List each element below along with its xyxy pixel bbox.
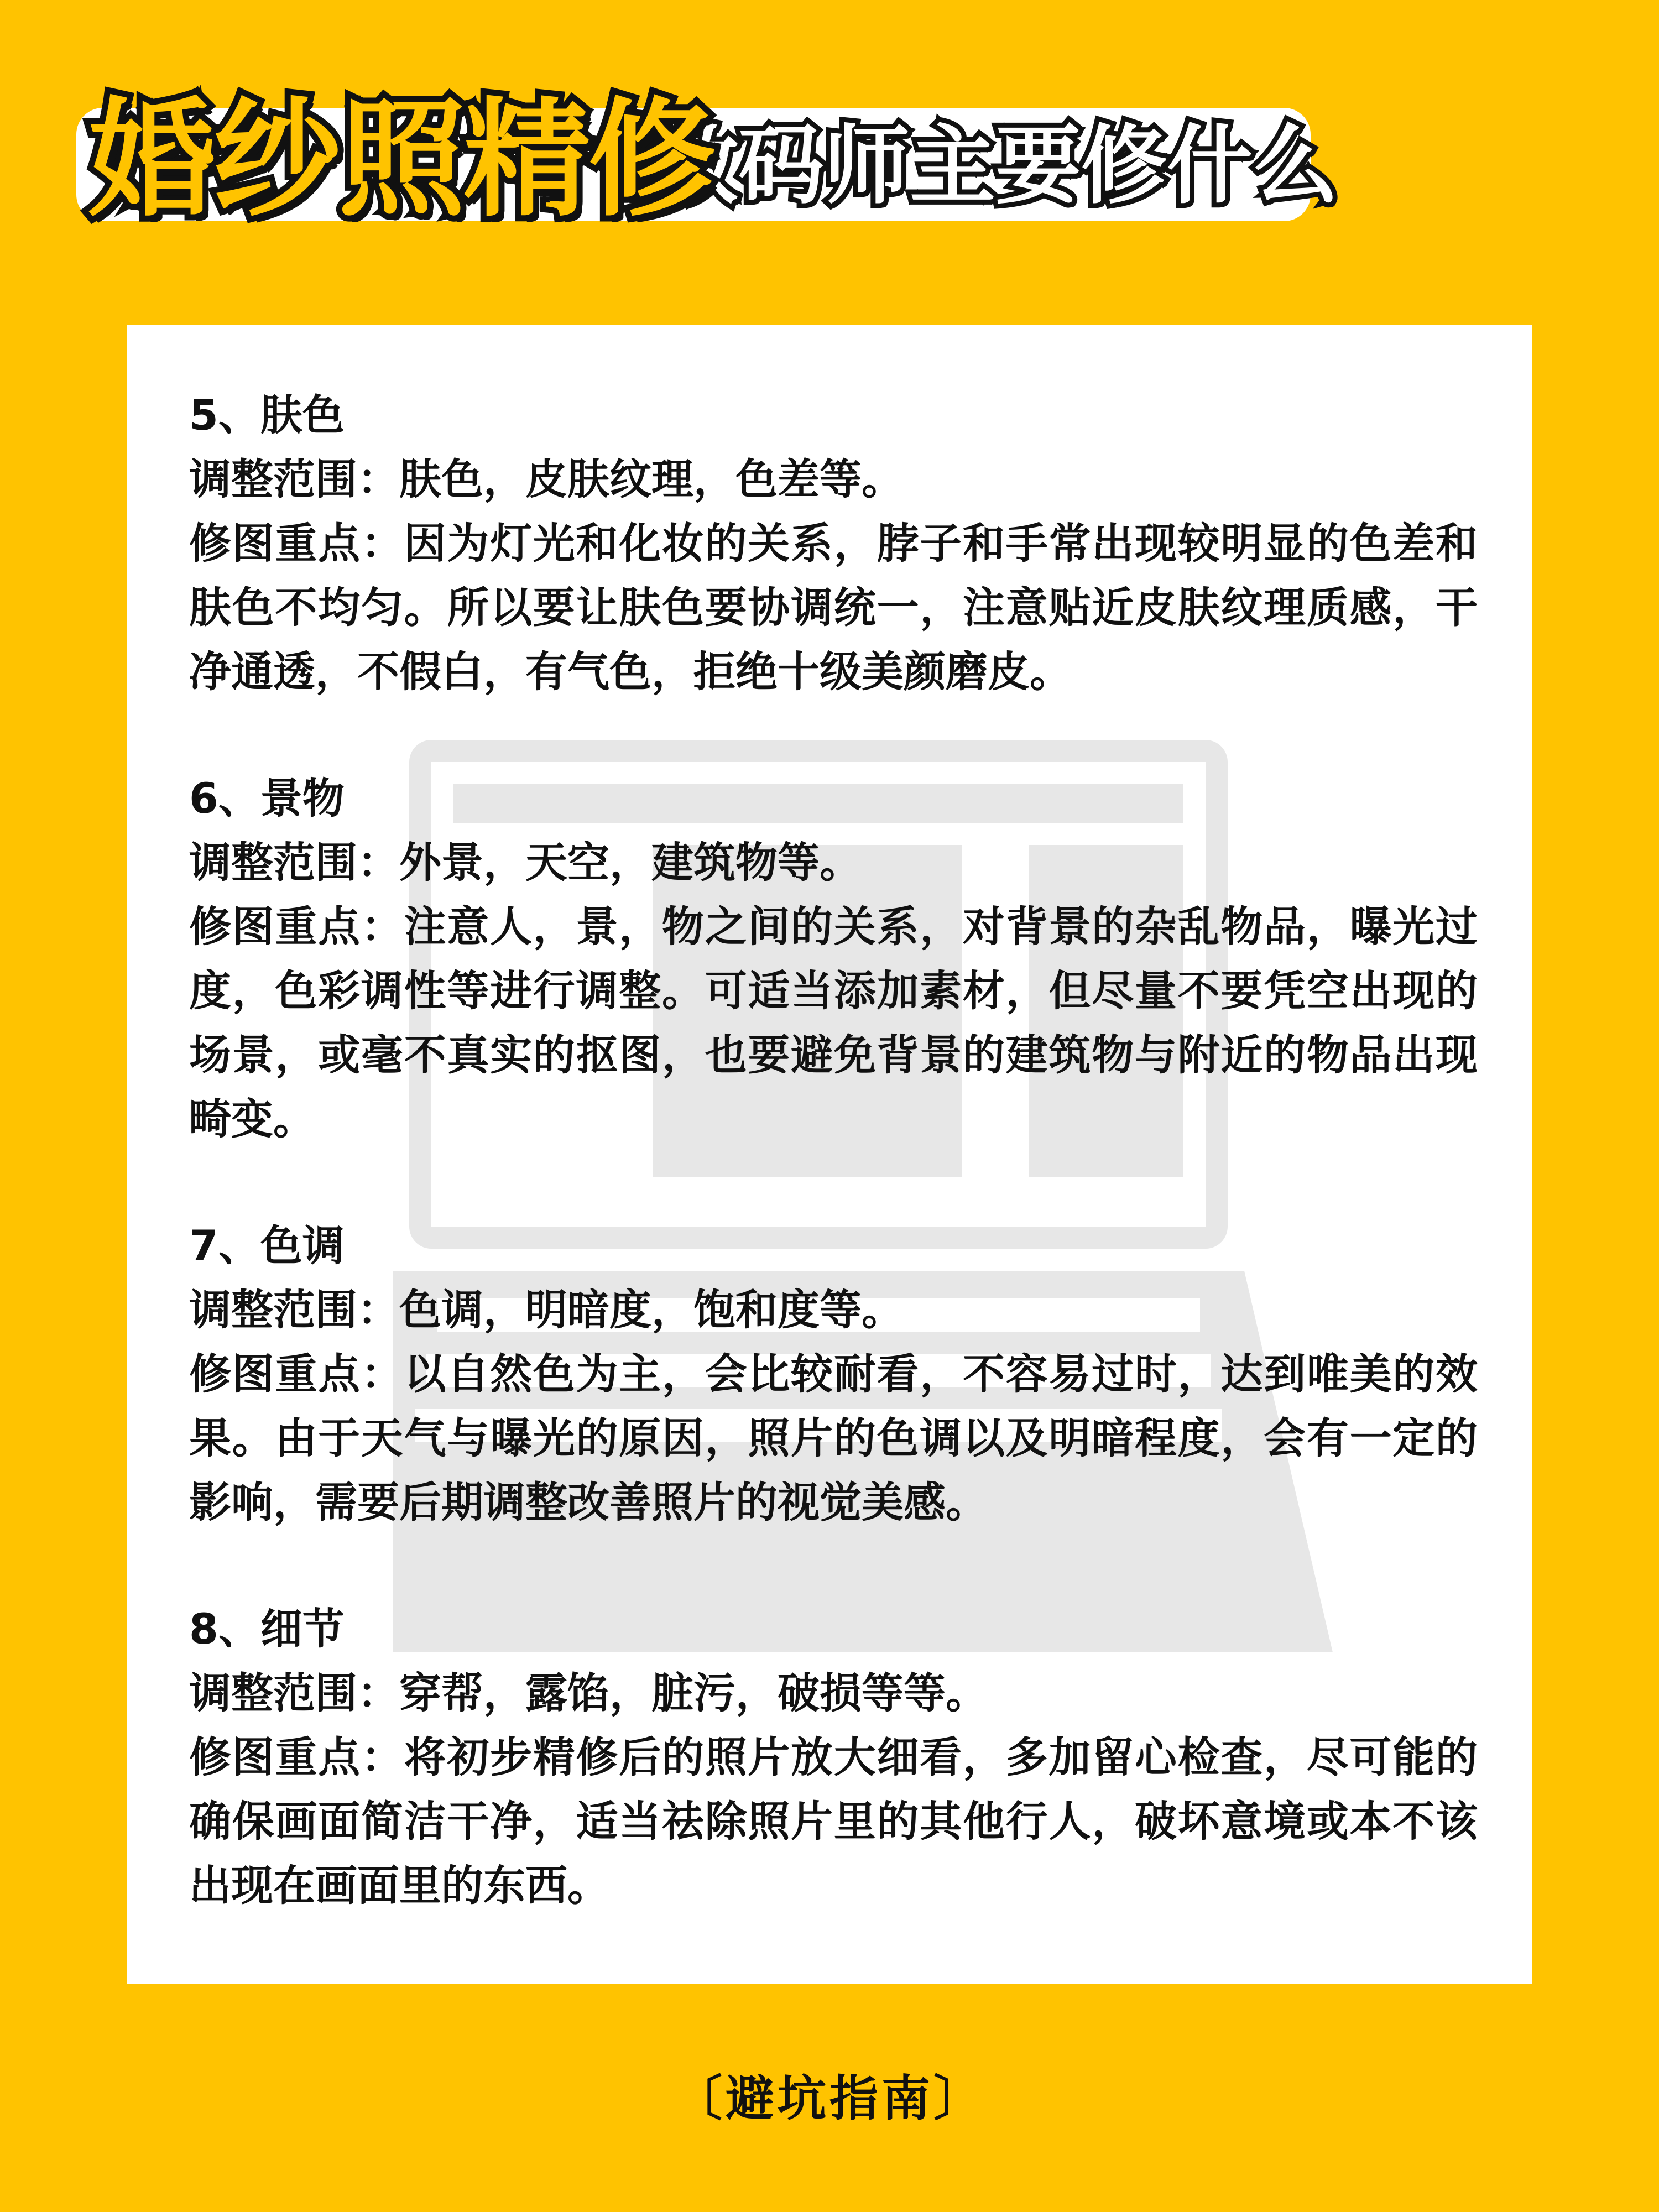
section-focus: 修图重点：将初步精修后的照片放大细看，多加留心检查，尽可能的确保画面简洁干净，适当祛除照片里的其他行人，破坏意境或本不该出现在画面里的东西。 (189, 1733, 1478, 1910)
section-heading: 8、细节 (189, 1604, 345, 1653)
section-scope: 调整范围：外景，天空，建筑物等。 (189, 838, 862, 887)
section-heading: 5、肤色 (189, 390, 345, 440)
section-scope: 调整范围：色调，明暗度，饱和度等。 (189, 1285, 904, 1334)
section-heading: 7、色调 (189, 1221, 345, 1270)
header-subtitle: 数码师主要修什么 (653, 116, 1338, 216)
footer-tag: 〔避坑指南〕 (673, 2070, 985, 2127)
content-card (127, 325, 1532, 1984)
header-title: 婚纱照精修 (88, 86, 714, 234)
section-scope: 调整范围：肤色，皮肤纹理，色差等。 (189, 455, 904, 504)
section-scope: 调整范围：穿帮，露馅，脏污，破损等等。 (189, 1668, 988, 1718)
section-skin-tone (189, 383, 1478, 704)
section-focus: 修图重点：因为灯光和化妆的关系，脖子和手常出现较明显的色差和肤色不均匀。所以要让肤色要协调统一，注意贴近皮肤纹理质感，干净通透，不假白，有气色，拒绝十级美颜磨皮。 (189, 519, 1478, 696)
section-details (189, 1597, 1478, 1918)
section-focus: 修图重点：以自然色为主，会比较耐看，不容易过时，达到唯美的效果。由于天气与曝光的原因，照片的色调以及明暗程度，会有一定的影响，需要后期调整改善照片的视觉美感。 (189, 1349, 1478, 1527)
section-heading: 6、景物 (189, 774, 345, 823)
section-color-tone (189, 1214, 1478, 1535)
section-scenery (189, 766, 1478, 1151)
section-focus: 修图重点：注意人，景，物之间的关系，对背景的杂乱物品，曝光过度，色彩调性等进行调整。可适当添加素材，但尽量不要凭空出现的场景，或毫不真实的抠图，也要避免背景的建筑物与附近的物品出现畸变。 (189, 902, 1478, 1144)
article-body (189, 383, 1478, 1918)
